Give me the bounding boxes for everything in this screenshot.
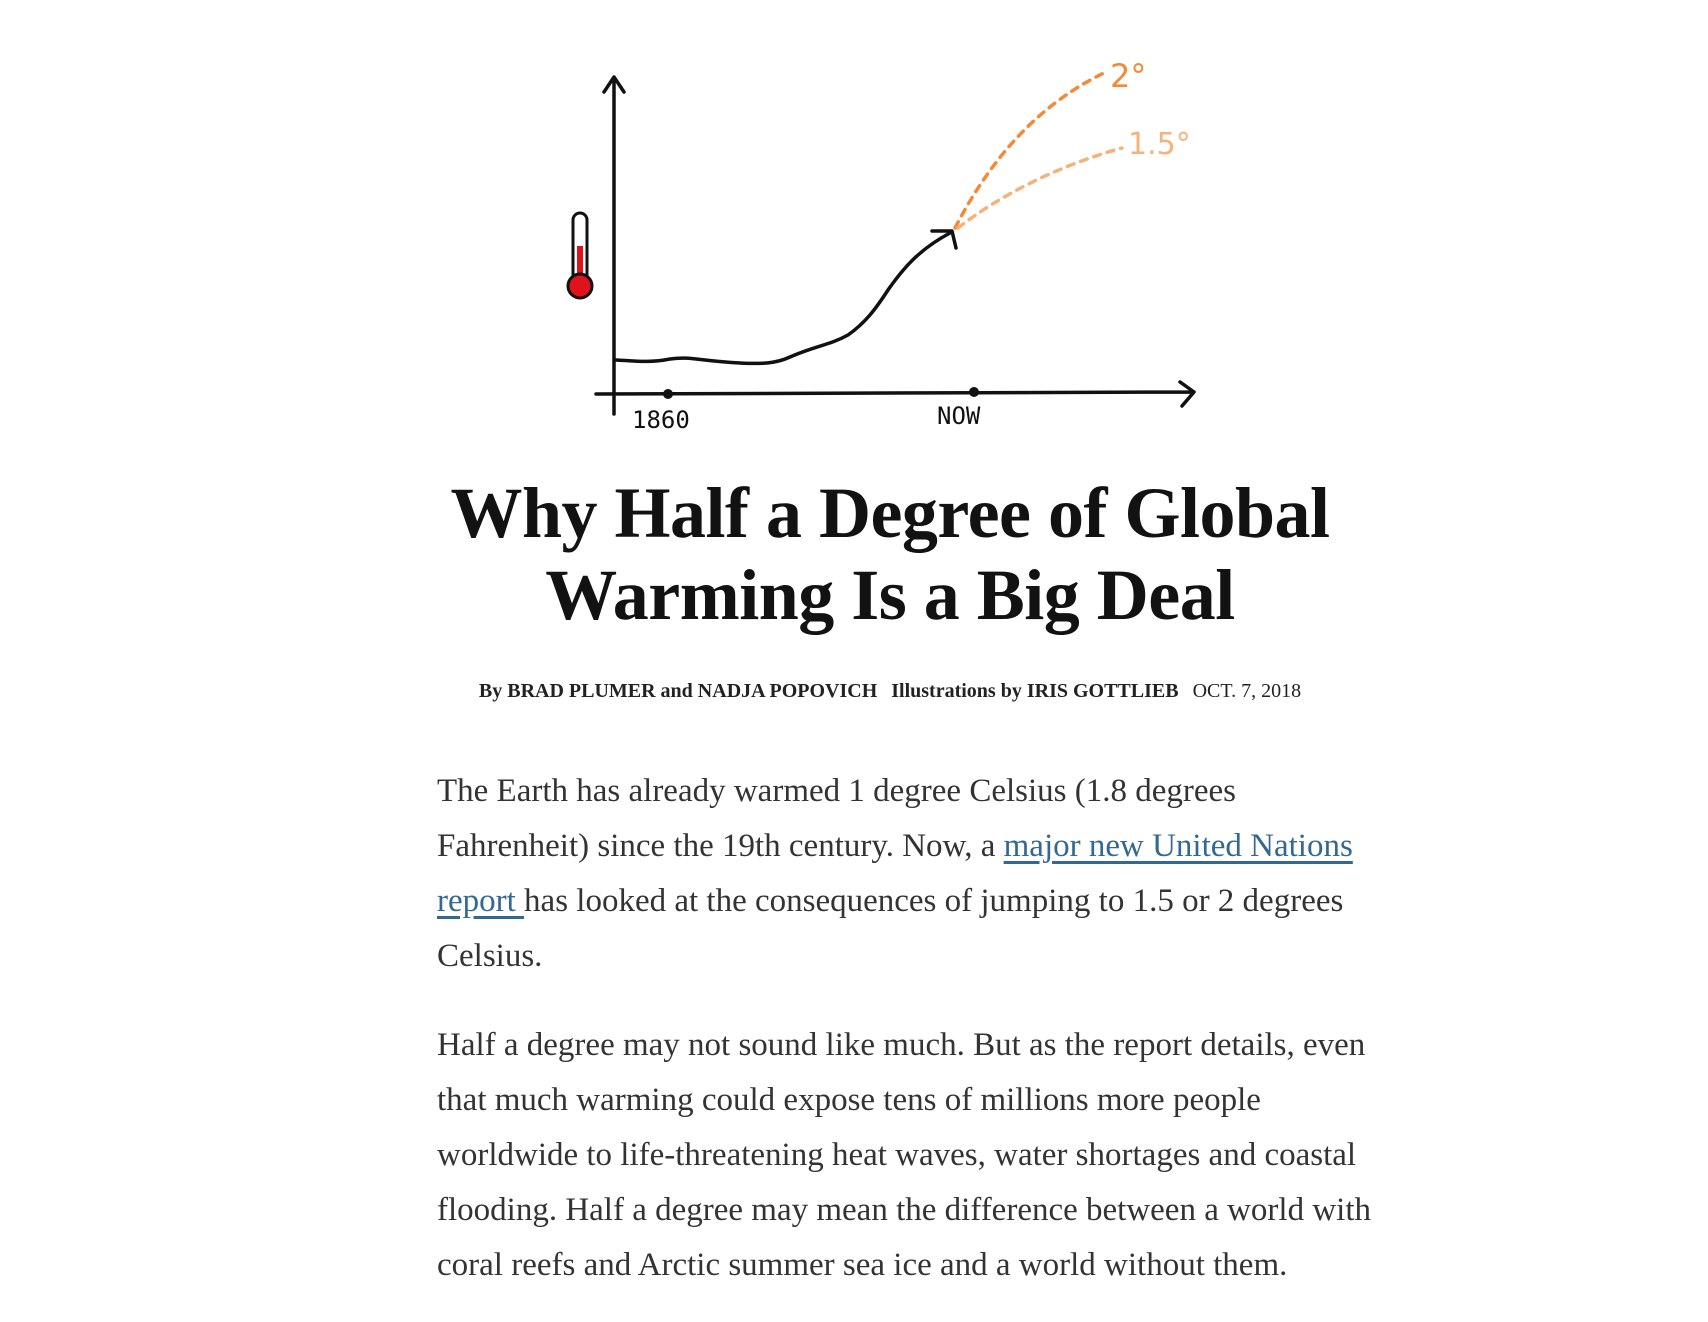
temperature-line [616,233,950,363]
thermometer-icon [568,213,592,298]
projection-2-degrees-line [955,72,1106,228]
byline-authors: By BRAD PLUMER and NADJA POPOVICH [478,680,878,702]
x-tick-label-1860: 1860 [632,406,690,434]
un-report-link[interactable]: major new United Nations report [437,828,1353,919]
byline [300,680,1480,703]
paragraph-1-text-start: The Earth has already warmed 1 degree Celsius (1.8 degrees Fahrenheit) since the 19th century. Now, a [437,773,1237,864]
y-axis [604,77,624,414]
warming-illustration [0,0,1708,460]
tick-dot-1860 [663,389,673,399]
paragraph-2: Half a degree may not sound like much. But as the report details, even that much warming could expose tens of millions more people worldwide to life-threatening heat waves, water shortages and coastal flooding. Half a degree may mean the difference between a world with coral reefs and Arctic summer sea ice and a world without them. [437,1027,1372,1283]
tick-dot-now [969,387,979,397]
paragraph-1-text-end: has looked at the consequences of jumping to 1.5 or 2 degrees Celsius. [437,883,1344,974]
projection-1-5-degrees-line [958,148,1122,228]
article-headline: Why Half a Degree of Global Warming Is a Big Deal [450,473,1330,635]
paragraph-1 [437,764,1377,984]
byline-illustrator: Illustrations by IRIS GOTTLIEB [891,680,1179,702]
x-tick-label-now: NOW [937,402,981,430]
projection-label-2-degrees: 2° [1110,57,1147,95]
publish-date: OCT. 7, 2018 [1192,680,1302,702]
projection-label-1-5-degrees: 1.5° [1128,127,1191,162]
x-axis [596,382,1194,406]
